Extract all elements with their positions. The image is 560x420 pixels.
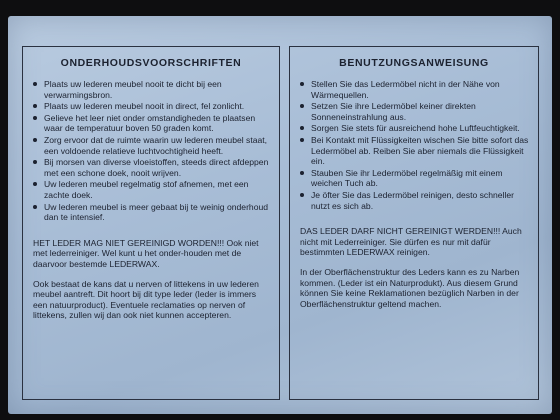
- bullet-icon: [33, 82, 37, 86]
- bullet-icon: [33, 205, 37, 209]
- bullet-icon: [300, 171, 304, 175]
- bullet-icon: [33, 160, 37, 164]
- list-item: Bij morsen van diverse vloeistoffen, steeds direct afdeppen met een schone doek, nooit wrijven.: [33, 157, 271, 178]
- bullet-icon: [33, 182, 37, 186]
- list-item: Uw lederen meubel regelmatig stof afnemen, met een zachte doek.: [33, 179, 271, 200]
- bullet-icon: [33, 116, 37, 120]
- bullet-icon: [300, 126, 304, 130]
- list-item: Plaats uw lederen meubel nooit in direct, fel zonlicht.: [33, 101, 271, 112]
- dutch-note: Ook bestaat de kans dat u nerven of littekens in uw lederen meubel aantreft. Dit hoort bij dit type leder (leder is immers een natuurproduct). Eventuele reclamaties op nerven of littekens, zullen wij dan ook niet kunnen accepteren.: [33, 278, 259, 321]
- german-note: In der Oberflächenstruktur des Leders kann es zu Narben kommen. (Leder ist ein Naturprodukt). Aus diesem Grund können Sie keine Reklamationen bezüglich Narben in der Oberflächenstruktur geltend machen.: [300, 266, 520, 309]
- german-instructions-panel: [289, 46, 539, 400]
- dutch-title: ONDERHOUDSVOORSCHRIFTEN: [60, 57, 242, 69]
- bullet-icon: [300, 82, 304, 86]
- bullet-icon: [300, 104, 304, 108]
- bullet-icon: [33, 104, 37, 108]
- dutch-instructions-panel: [22, 46, 280, 400]
- german-title: BENUTZUNGSANWEISUNG: [339, 57, 489, 69]
- list-item: Plaats uw lederen meubel nooit te dicht bij een verwarmingsbron.: [33, 79, 271, 100]
- list-item: Stauben Sie ihr Ledermöbel regelmäßig mit einem weichen Tuch ab.: [300, 168, 530, 189]
- list-item: Setzen Sie ihre Ledermöbel keiner direkten Sonneneinstrahlung aus.: [300, 101, 530, 122]
- dutch-warning: HET LEDER MAG NIET GEREINIGD WORDEN!!! Ook niet met lederreiniger. Wel kunt u het onder-houden met de daarvoor bestemde LEDERWAX.: [33, 237, 259, 269]
- german-instruction-list: [290, 79, 538, 211]
- list-item: Stellen Sie das Ledermöbel nicht in der Nähe von Wärmequellen.: [300, 79, 530, 100]
- dutch-instruction-list: [23, 79, 279, 223]
- bullet-icon: [300, 193, 304, 197]
- german-warning: DAS LEDER DARF NICHT GEREINIGT WERDEN!!! Auch nicht mit Lederreiniger. Sie dürfen es nur mit dafür bestimmten LEDERWAX reinigen.: [300, 226, 522, 258]
- list-item: Bei Kontakt mit Flüssigkeiten wischen Sie bitte sofort das Ledermöbel ab. Reiben Sie aber niemals die Flüssigkeit ein.: [300, 135, 530, 167]
- bullet-icon: [300, 138, 304, 142]
- list-item: Gelieve het leer niet onder omstandigheden te plaatsen waar de temperatuur boven 50 graden komt.: [33, 113, 271, 134]
- care-instruction-sheet: [8, 16, 552, 414]
- list-item: Sorgen Sie stets für ausreichend hohe Luftfeuchtigkeit.: [300, 123, 530, 134]
- bullet-icon: [33, 138, 37, 142]
- list-item: Zorg ervoor dat de ruimte waarin uw lederen meubel staat, een voldoende relatieve luchtvochtigheid heeft.: [33, 135, 271, 156]
- list-item: Uw lederen meubel is meer gebaat bij te weinig onderhoud dan te intensief.: [33, 202, 271, 223]
- list-item: Je öfter Sie das Ledermöbel reinigen, desto schneller nutzt es sich ab.: [300, 190, 530, 211]
